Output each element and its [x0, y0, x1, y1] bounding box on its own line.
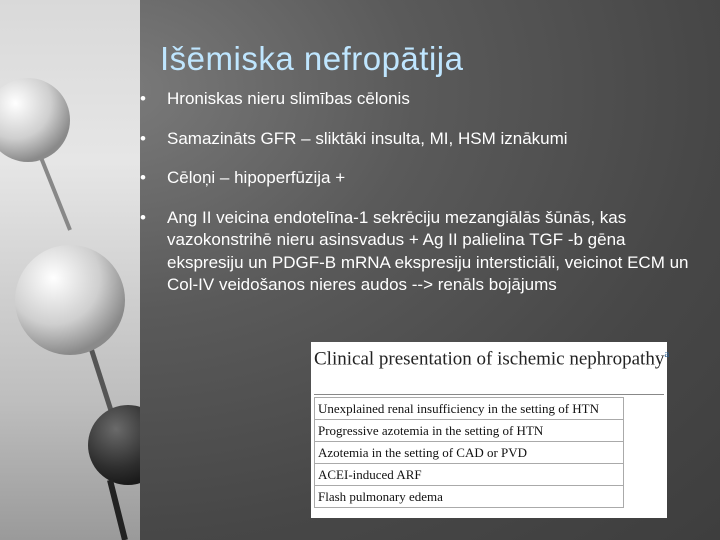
clinical-presentation-figure	[311, 342, 670, 518]
figure-title-superscript: a	[664, 348, 670, 360]
table-cell: Progressive azotemia in the setting of HTN	[315, 420, 624, 442]
slide-title: Išēmiska nefropātija	[160, 40, 464, 77]
bullet-icon: •	[140, 89, 146, 108]
table-row	[315, 486, 624, 508]
bullet-text: Samazināts GFR – sliktāki insulta, MI, HSM iznākumi	[167, 128, 568, 148]
table-row	[315, 464, 624, 486]
pushpin-photo	[0, 0, 140, 540]
table-row	[315, 398, 624, 420]
table-row	[315, 442, 624, 464]
bullet-icon: •	[140, 128, 146, 148]
bullet-icon: •	[140, 168, 146, 187]
figure-divider	[314, 394, 664, 395]
table-row	[315, 420, 624, 442]
pushpin-illustration	[0, 0, 140, 540]
table-cell: Flash pulmonary edema	[315, 486, 624, 508]
bullet-text: Ang II veicina endotelīna-1 sekrēciju mezangiālās šūnās, kas vazokonstrihē nieru asinsvadus + Ag II palielina TGF -b gēna ekspresiju un PDGF-B mRNA ekspresiju intersticiāli, veicinot ECM un Col-IV veidošanos nieres audos --> renāls bojājums	[167, 207, 689, 294]
bullet-text: Hroniskas nieru slimības cēlonis	[167, 89, 410, 108]
bullet-item	[140, 207, 700, 297]
presentation-table	[314, 397, 624, 508]
table-cell: Unexplained renal insufficiency in the setting of HTN	[315, 398, 624, 420]
bullet-item	[140, 128, 700, 151]
bullet-icon: •	[140, 207, 146, 227]
table-cell: Azotemia in the setting of CAD or PVD	[315, 442, 624, 464]
bullet-item	[140, 88, 700, 111]
figure-title	[314, 348, 669, 370]
table-cell: ACEI-induced ARF	[315, 464, 624, 486]
bullet-text: Cēloņi – hipoperfūzija +	[167, 168, 346, 187]
figure-title-text: Clinical presentation of ischemic nephropathy	[314, 348, 665, 370]
bullet-list	[140, 88, 700, 314]
bullet-item	[140, 167, 700, 190]
